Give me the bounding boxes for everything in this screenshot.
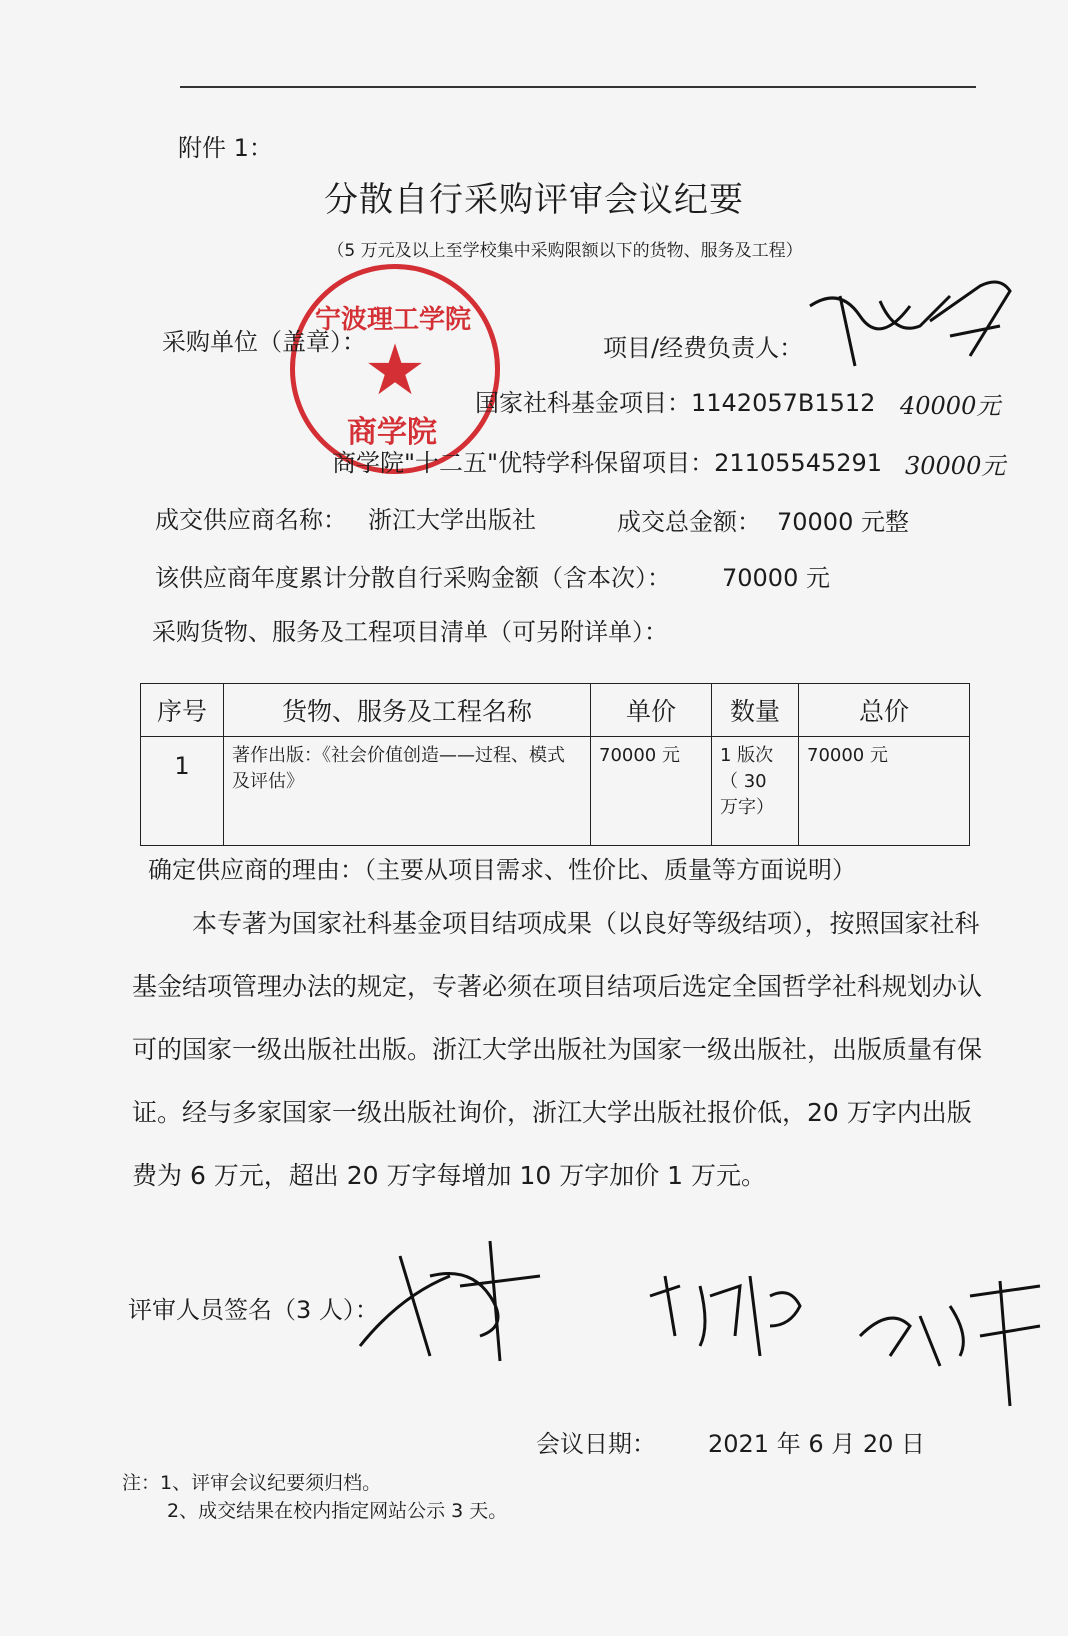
table-header-row xyxy=(141,684,970,737)
col-header-name: 货物、服务及工程名称 xyxy=(224,684,591,737)
reason-label: 确定供应商的理由：（主要从项目需求、性价比、质量等方面说明） xyxy=(148,856,856,884)
reason-text: 本专著为国家社科基金项目结项成果（以良好等级结项），按照国家社科基金结项管理办法的规定，专著必须在项目结项后选定全国哲学社科规划办认可的国家一级出版社出版。浙江大学出版社为国家一级出版社，出版质量有保证。经与多家国家一级出版社询价，浙江大学出版社报价低，20 万字内出版费为 6 万元，超出 20 万字每增加 10 万字加价 1 万元。 xyxy=(132,909,983,1190)
document-title: 分散自行采购评审会议纪要 xyxy=(324,180,744,220)
total-amount: 70000 元整 xyxy=(777,508,909,536)
col-header-qty: 数量 xyxy=(712,684,799,737)
manager-signature xyxy=(800,266,1020,386)
items-table xyxy=(140,683,970,846)
funding-line-2-amount: 30000元 xyxy=(905,452,1006,480)
table-row xyxy=(141,737,970,846)
col-header-total: 总价 xyxy=(799,684,970,737)
reviewer-signature-1 xyxy=(340,1236,550,1366)
project-manager-label: 项目/经费负责人： xyxy=(603,334,804,362)
note-line-1: 注：1、评审会议纪要须归档。 xyxy=(122,1472,382,1494)
reason-paragraph xyxy=(132,892,992,1207)
supplier-name-label: 成交供应商名称： xyxy=(155,506,347,534)
seal-text: 宁波理工学院 xyxy=(315,305,472,335)
document-subtitle: （5 万元及以上至学校集中采购限额以下的货物、服务及工程） xyxy=(327,241,803,261)
cell-qty: 1 版次（ 30 万字） xyxy=(712,737,799,846)
cell-name: 著作出版：《社会价值创造——过程、模式及评估》 xyxy=(224,737,591,846)
cell-no: 1 xyxy=(141,737,224,846)
reviewer-signature-3 xyxy=(850,1276,1050,1416)
attachment-label: 附件 1： xyxy=(178,134,273,162)
supplier-name: 浙江大学出版社 xyxy=(368,506,536,534)
col-header-no: 序号 xyxy=(141,684,224,737)
col-header-unit-price: 单价 xyxy=(591,684,712,737)
purchasing-unit-label: 采购单位（盖章）： xyxy=(162,328,366,356)
funding-line-1: 国家社科基金项目：1142057B1512 xyxy=(475,389,876,417)
cell-unit-price: 70000 元 xyxy=(591,737,712,846)
meeting-date: 2021 年 6 月 20 日 xyxy=(708,1430,926,1458)
annual-amount-label: 该供应商年度累计分散自行采购金额（含本次）： xyxy=(155,564,671,592)
total-amount-label: 成交总金额： xyxy=(617,508,761,536)
meeting-date-label: 会议日期： xyxy=(536,1430,656,1458)
reviewer-signature-2 xyxy=(640,1256,820,1366)
item-list-title: 采购货物、服务及工程项目清单（可另附详单）： xyxy=(152,618,668,646)
funding-line-2: 商学院"十二五"优特学科保留项目：21105545291 xyxy=(332,449,883,477)
seal-text-lower: 商学院 xyxy=(347,415,437,450)
seal-star-icon: ★ xyxy=(363,329,427,411)
top-rule xyxy=(180,86,976,88)
funding-line-1-amount: 40000元 xyxy=(900,392,1001,420)
cell-total: 70000 元 xyxy=(799,737,970,846)
note-line-2: 2、成交结果在校内指定网站公示 3 天。 xyxy=(167,1500,508,1522)
reviewer-signature-label: 评审人员签名（3 人）： xyxy=(128,1296,379,1324)
annual-amount: 70000 元 xyxy=(722,564,830,592)
